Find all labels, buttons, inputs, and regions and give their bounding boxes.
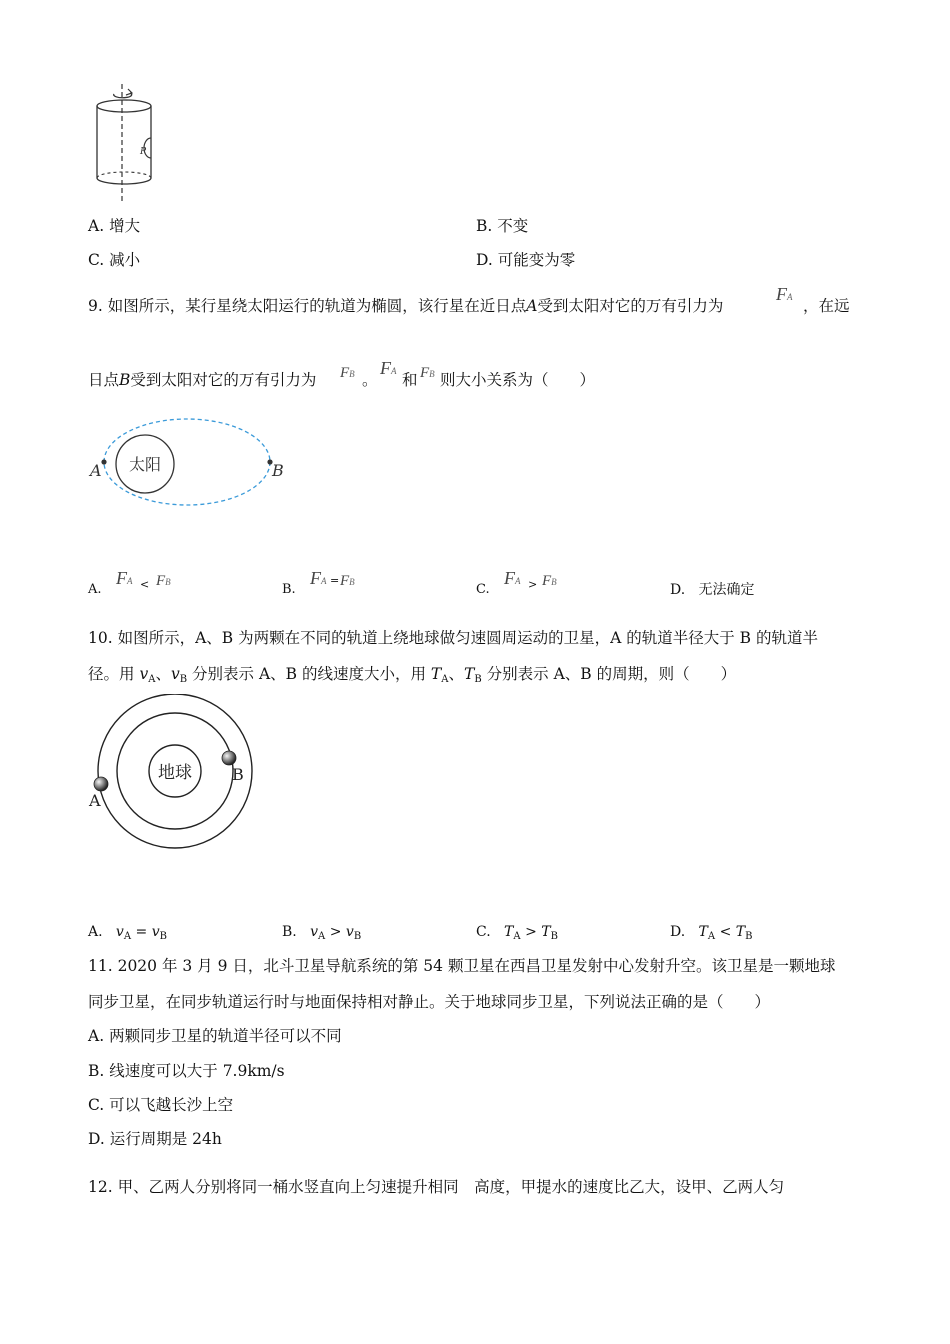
q11-option-c[interactable]: C. 可以飞越长沙上空 (88, 1096, 234, 1114)
object-p-label: P (140, 147, 147, 157)
q9-option-a[interactable]: A. FA < FB (88, 568, 171, 597)
earth-orbits-figure (86, 694, 266, 854)
sun-label: 太阳 (128, 455, 162, 474)
q9-option-d[interactable]: D. 无法确定 (670, 582, 755, 598)
q9-stem-line-1: 9. 如图所示，某行星绕太阳运行的轨道为椭圆，该行星在近日点A受到太阳对它的万有引力为 (88, 297, 724, 315)
q9-fa-symbol: FA (776, 284, 793, 304)
q9-stem-line-2-end: 则大小关系为（ ） (440, 371, 596, 389)
q8-option-d[interactable]: D. 可能变为零 (476, 251, 576, 269)
q9-stem-line-2: 日点B受到太阳对它的万有引力为 (88, 371, 317, 389)
q10-stem-line-1: 10. 如图所示，A、B 为两颗在不同的轨道上绕地球做匀速圆周运动的卫星，A 的轨道半径大于 B 的轨道半 (88, 629, 818, 647)
point-b-label: B (272, 461, 284, 480)
q11-stem-line-2: 同步卫星，在同步轨道运行时与地面保持相对静止。关于地球同步卫星，下列说法正确的是（ ） (88, 993, 771, 1011)
q8-option-c[interactable]: C. 减小 (88, 251, 141, 269)
q9-option-b[interactable]: B. FA = FB (282, 568, 355, 597)
q11-option-b[interactable]: B. 线速度可以大于 7.9km/s (88, 1062, 285, 1080)
q9-fa-symbol-2: FA (380, 358, 397, 378)
q10-stem-line-2: 径。用 $v_A$、$v_B$ 分别表示 A、B 的线速度大小，用 $T_A$、$T_B$ 分别表示 A、B 的周期，则（ ） (88, 665, 737, 685)
q9-stem-line-1-end: ，在远 (803, 297, 850, 315)
q11-option-d[interactable]: D. 运行周期是 24h (88, 1130, 222, 1148)
q8-option-a[interactable]: A. 增大 (88, 217, 141, 235)
satellite-b (222, 751, 236, 765)
satellite-b-label: B (232, 765, 244, 784)
q9-and: 和 (402, 371, 418, 389)
q10-option-d[interactable]: D. $T_A < T_B$ (670, 924, 753, 942)
point-a-label: A (90, 461, 102, 480)
q9-fb-symbol: FB (340, 365, 355, 381)
satellite-a (94, 777, 108, 791)
q9-option-c[interactable]: C. FA > FB (476, 568, 557, 597)
q11-stem-line-1: 11. 2020 年 3 月 9 日，北斗卫星导航系统的第 54 颗卫星在西昌卫星发射中心发射升空。该卫星是一颗地球 (88, 957, 836, 975)
rotating-cylinder-figure (88, 82, 168, 206)
q12-stem-line-1: 12. 甲、乙两人分别将同一桶水竖直向上匀速提升相同 高度，甲提水的速度比乙大，设甲、乙两人匀 (88, 1178, 785, 1196)
q9-period: 。 (362, 371, 378, 389)
q8-option-b[interactable]: B. 不变 (476, 217, 529, 235)
earth-label: 地球 (158, 763, 192, 783)
satellite-a-label: A (89, 791, 101, 810)
q10-option-b[interactable]: B. $v_A > v_B$ (282, 924, 362, 942)
q10-option-c[interactable]: C. $T_A > T_B$ (476, 924, 558, 942)
elliptical-orbit-figure (86, 416, 296, 516)
planet-at-a (101, 459, 106, 464)
q9-fb-symbol-2: FB (420, 365, 435, 381)
q11-option-a[interactable]: A. 两颗同步卫星的轨道半径可以不同 (88, 1027, 342, 1045)
q10-option-a[interactable]: A. $v_A = v_B$ (88, 924, 167, 942)
